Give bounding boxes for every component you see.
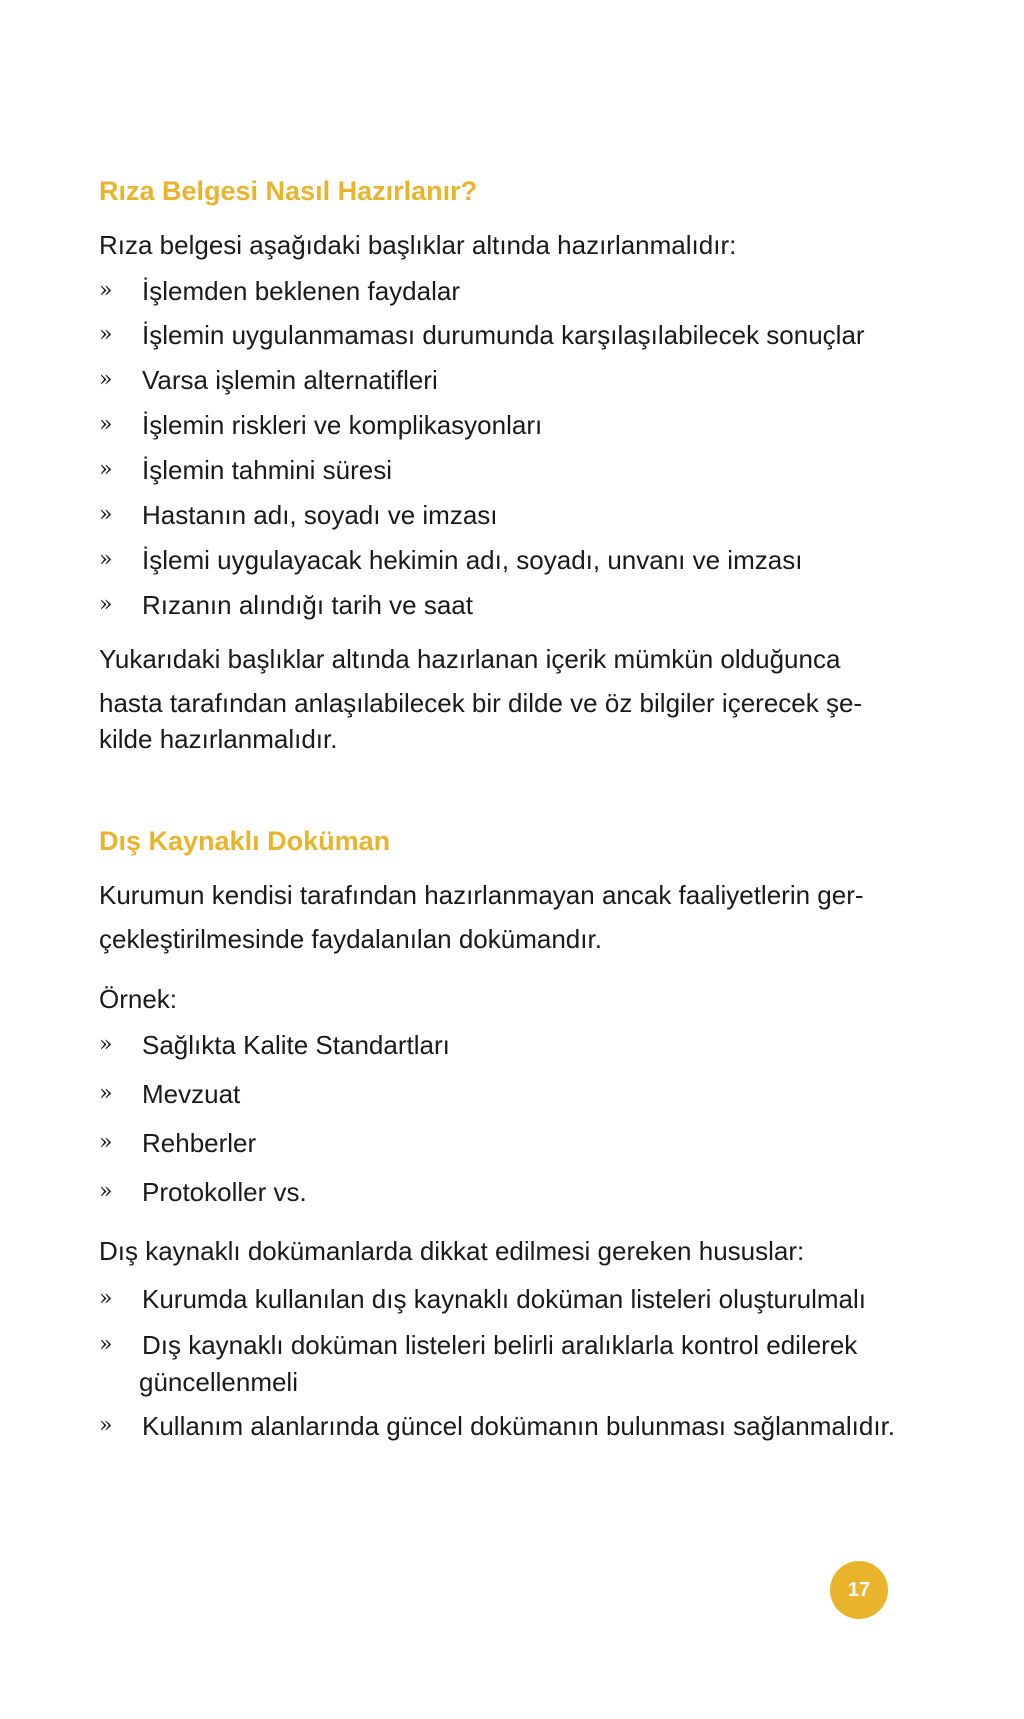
- consent-closing-line-3: kilde hazırlanmalıdır.: [99, 724, 338, 754]
- list-item-text: Rızanın alındığı tarih ve saat: [142, 590, 473, 620]
- list-item-text: İşlemden beklenen faydalar: [142, 276, 460, 306]
- list-item-text: Mevzuat: [142, 1079, 241, 1109]
- consent-closing-line-2: hasta tarafından anlaşılabilecek bir dilde ve öz bilgiler içerecek şe-: [99, 688, 863, 718]
- bullet-mark: »: [99, 1413, 113, 1438]
- bullet-mark: »: [99, 1032, 113, 1057]
- bullet-mark: »: [99, 322, 113, 347]
- bullet-mark: »: [99, 412, 113, 437]
- list-item-text: İşlemin uygulanmaması durumunda karşılaşılabilecek sonuçlar: [142, 320, 865, 350]
- definition-line-1: Kurumun kendisi tarafından hazırlanmayan ancak faaliyetlerin ger-: [99, 880, 864, 910]
- bullet-mark: »: [99, 278, 113, 303]
- list-item-text: İşlemin tahmini süresi: [142, 455, 392, 485]
- bullet-mark: »: [99, 1179, 113, 1204]
- list-item-text: Dış kaynaklı doküman listeleri belirli aralıklarla kontrol edilerek: [142, 1330, 858, 1360]
- definition-line-2: çekleştirilmesinde faydalanılan dokümandır.: [99, 924, 602, 954]
- bullet-mark: »: [99, 457, 113, 482]
- bullet-mark: »: [99, 592, 113, 617]
- bullet-mark: »: [99, 1081, 113, 1106]
- section-heading-external-document: Dış Kaynaklı Doküman: [99, 826, 391, 856]
- list-item-text: Sağlıkta Kalite Standartları: [142, 1030, 450, 1060]
- bullet-mark: »: [99, 1332, 113, 1357]
- bullet-mark: »: [99, 367, 113, 392]
- list-item-text: Kurumda kullanılan dış kaynaklı doküman listeleri oluşturulmalı: [142, 1284, 867, 1314]
- section-heading-consent-form: Rıza Belgesi Nasıl Hazırlanır?: [99, 176, 478, 206]
- list-item-text: Protokoller vs.: [142, 1177, 307, 1207]
- list-item-text: İşlemin riskleri ve komplikasyonları: [142, 410, 543, 440]
- page-number-badge: 17: [830, 1561, 888, 1619]
- list-item-text: İşlemi uygulayacak hekimin adı, soyadı, unvanı ve imzası: [142, 545, 803, 575]
- consent-closing-line-1: Yukarıdaki başlıklar altında hazırlanan içerik mümkün olduğunca: [99, 644, 841, 674]
- bullet-mark: »: [99, 547, 113, 572]
- list-item-continuation-text: güncellenmeli: [139, 1367, 298, 1397]
- example-label: Örnek:: [99, 984, 178, 1014]
- list-item-text: Varsa işlemin alternatifleri: [142, 365, 438, 395]
- consent-intro-paragraph: Rıza belgesi aşağıdaki başlıklar altında hazırlanmalıdır:: [99, 230, 737, 260]
- bullet-mark: »: [99, 502, 113, 527]
- bullet-mark: »: [99, 1130, 113, 1155]
- notes-intro: Dış kaynaklı dokümanlarda dikkat edilmesi gereken hususlar:: [99, 1236, 805, 1266]
- list-item-text: Hastanın adı, soyadı ve imzası: [142, 500, 498, 530]
- list-item-text: Rehberler: [142, 1128, 257, 1158]
- list-item-text: Kullanım alanlarında güncel dokümanın bulunması sağlanmalıdır.: [142, 1411, 896, 1441]
- bullet-mark: »: [99, 1286, 113, 1311]
